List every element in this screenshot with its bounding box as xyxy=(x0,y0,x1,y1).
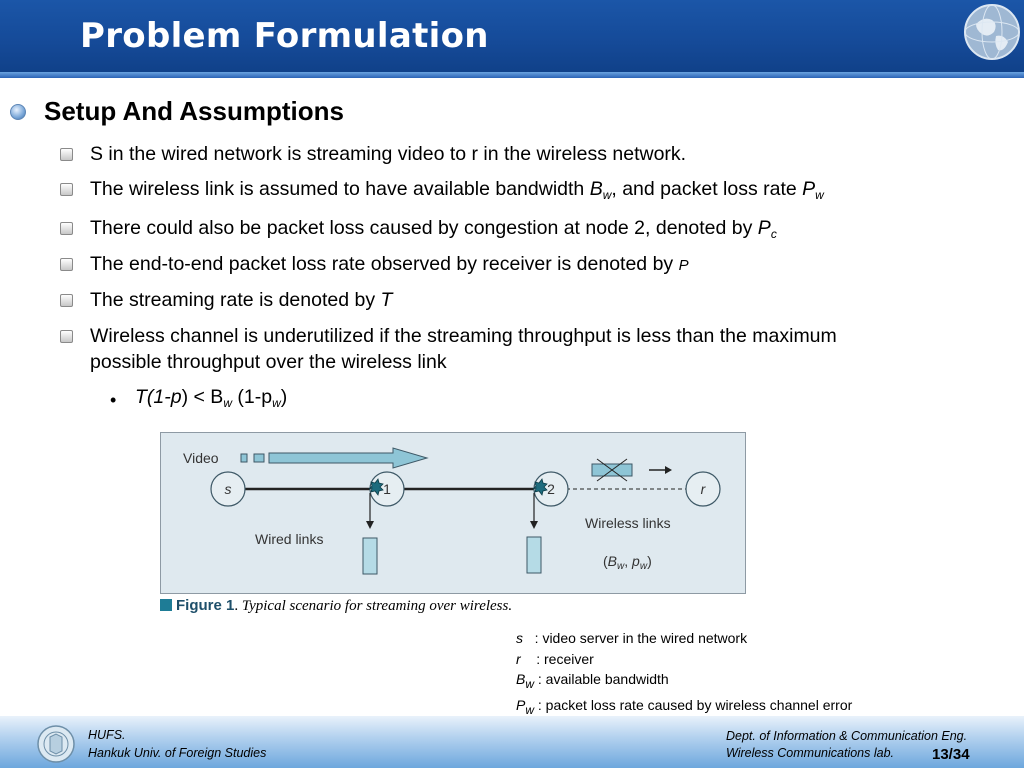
svg-text:s: s xyxy=(224,481,232,497)
drop-bucket-2 xyxy=(527,537,541,573)
video-packet-icon xyxy=(254,454,264,462)
section-bullet-icon xyxy=(10,104,26,120)
wireless-params: ($B_w$, $p_w$) xyxy=(603,553,652,572)
bullet-icon xyxy=(60,222,73,235)
slide-title: Problem Formulation xyxy=(80,16,489,56)
globe-logo-icon xyxy=(962,2,1022,62)
bullet-3: There could also be packet loss caused by congestion at node 2, denoted by $P_c$ xyxy=(90,217,777,241)
page-number: 13/34 xyxy=(932,746,970,763)
bullet-4: The end-to-end packet loss rate observed by receiver is denoted by P xyxy=(90,253,689,275)
footer-univ: Hankuk Univ. of Foreign Studies xyxy=(88,746,267,760)
bullet-icon xyxy=(60,148,73,161)
figure-caption: Figure 1. Typical scenario for streaming over wireless. xyxy=(160,597,512,615)
wireless-links-label: Wireless links xyxy=(585,515,671,531)
drop-bucket-1 xyxy=(363,538,377,574)
bullet-6: Wireless channel is underutilized if the streaming throughput is less than the maximum possible throughput over the wireless link xyxy=(90,325,837,373)
caption-square-icon xyxy=(160,599,172,611)
svg-text:r: r xyxy=(700,481,706,497)
legend-item: $P_w$ : packet loss rate caused by wireless channel error xyxy=(516,696,853,717)
symbol-legend xyxy=(516,628,852,720)
wired-links-label: Wired links xyxy=(255,531,324,547)
svg-text:1: 1 xyxy=(383,481,391,497)
svg-text:2: 2 xyxy=(547,481,555,497)
video-packet-icon xyxy=(241,454,247,462)
bullet-icon xyxy=(60,330,73,343)
section-heading: Setup And Assumptions xyxy=(44,96,344,126)
footer-org: HUFS. xyxy=(88,728,126,742)
bullet-1: S in the wired network is streaming video to r in the wireless network. xyxy=(90,143,687,165)
bullet-5: The streaming rate is denoted by T xyxy=(90,289,393,311)
sub-bullet-icon: • xyxy=(110,390,117,410)
bullet-icon xyxy=(60,294,73,307)
network-figure xyxy=(160,432,746,594)
bullet-icon xyxy=(60,183,73,196)
video-label: Video xyxy=(183,450,219,466)
inequality: $T(1-p) < B_w$ $(1-p_w)$ xyxy=(135,386,288,410)
university-seal-icon xyxy=(36,724,76,764)
legend-item: r : receiver xyxy=(516,650,594,667)
video-arrow-icon xyxy=(269,448,427,468)
footer-lab: Wireless Communications lab. xyxy=(726,746,894,760)
legend-item: $B_w$ : available bandwidth xyxy=(516,671,669,691)
footer-dept: Dept. of Information & Communication Eng. xyxy=(726,729,968,743)
bullet-icon xyxy=(60,258,73,271)
legend-item: s : video server in the wired network xyxy=(516,630,748,646)
bullet-2: The wireless link is assumed to have available bandwidth $B_w$, and packet loss rate $P_w$ xyxy=(90,178,824,202)
